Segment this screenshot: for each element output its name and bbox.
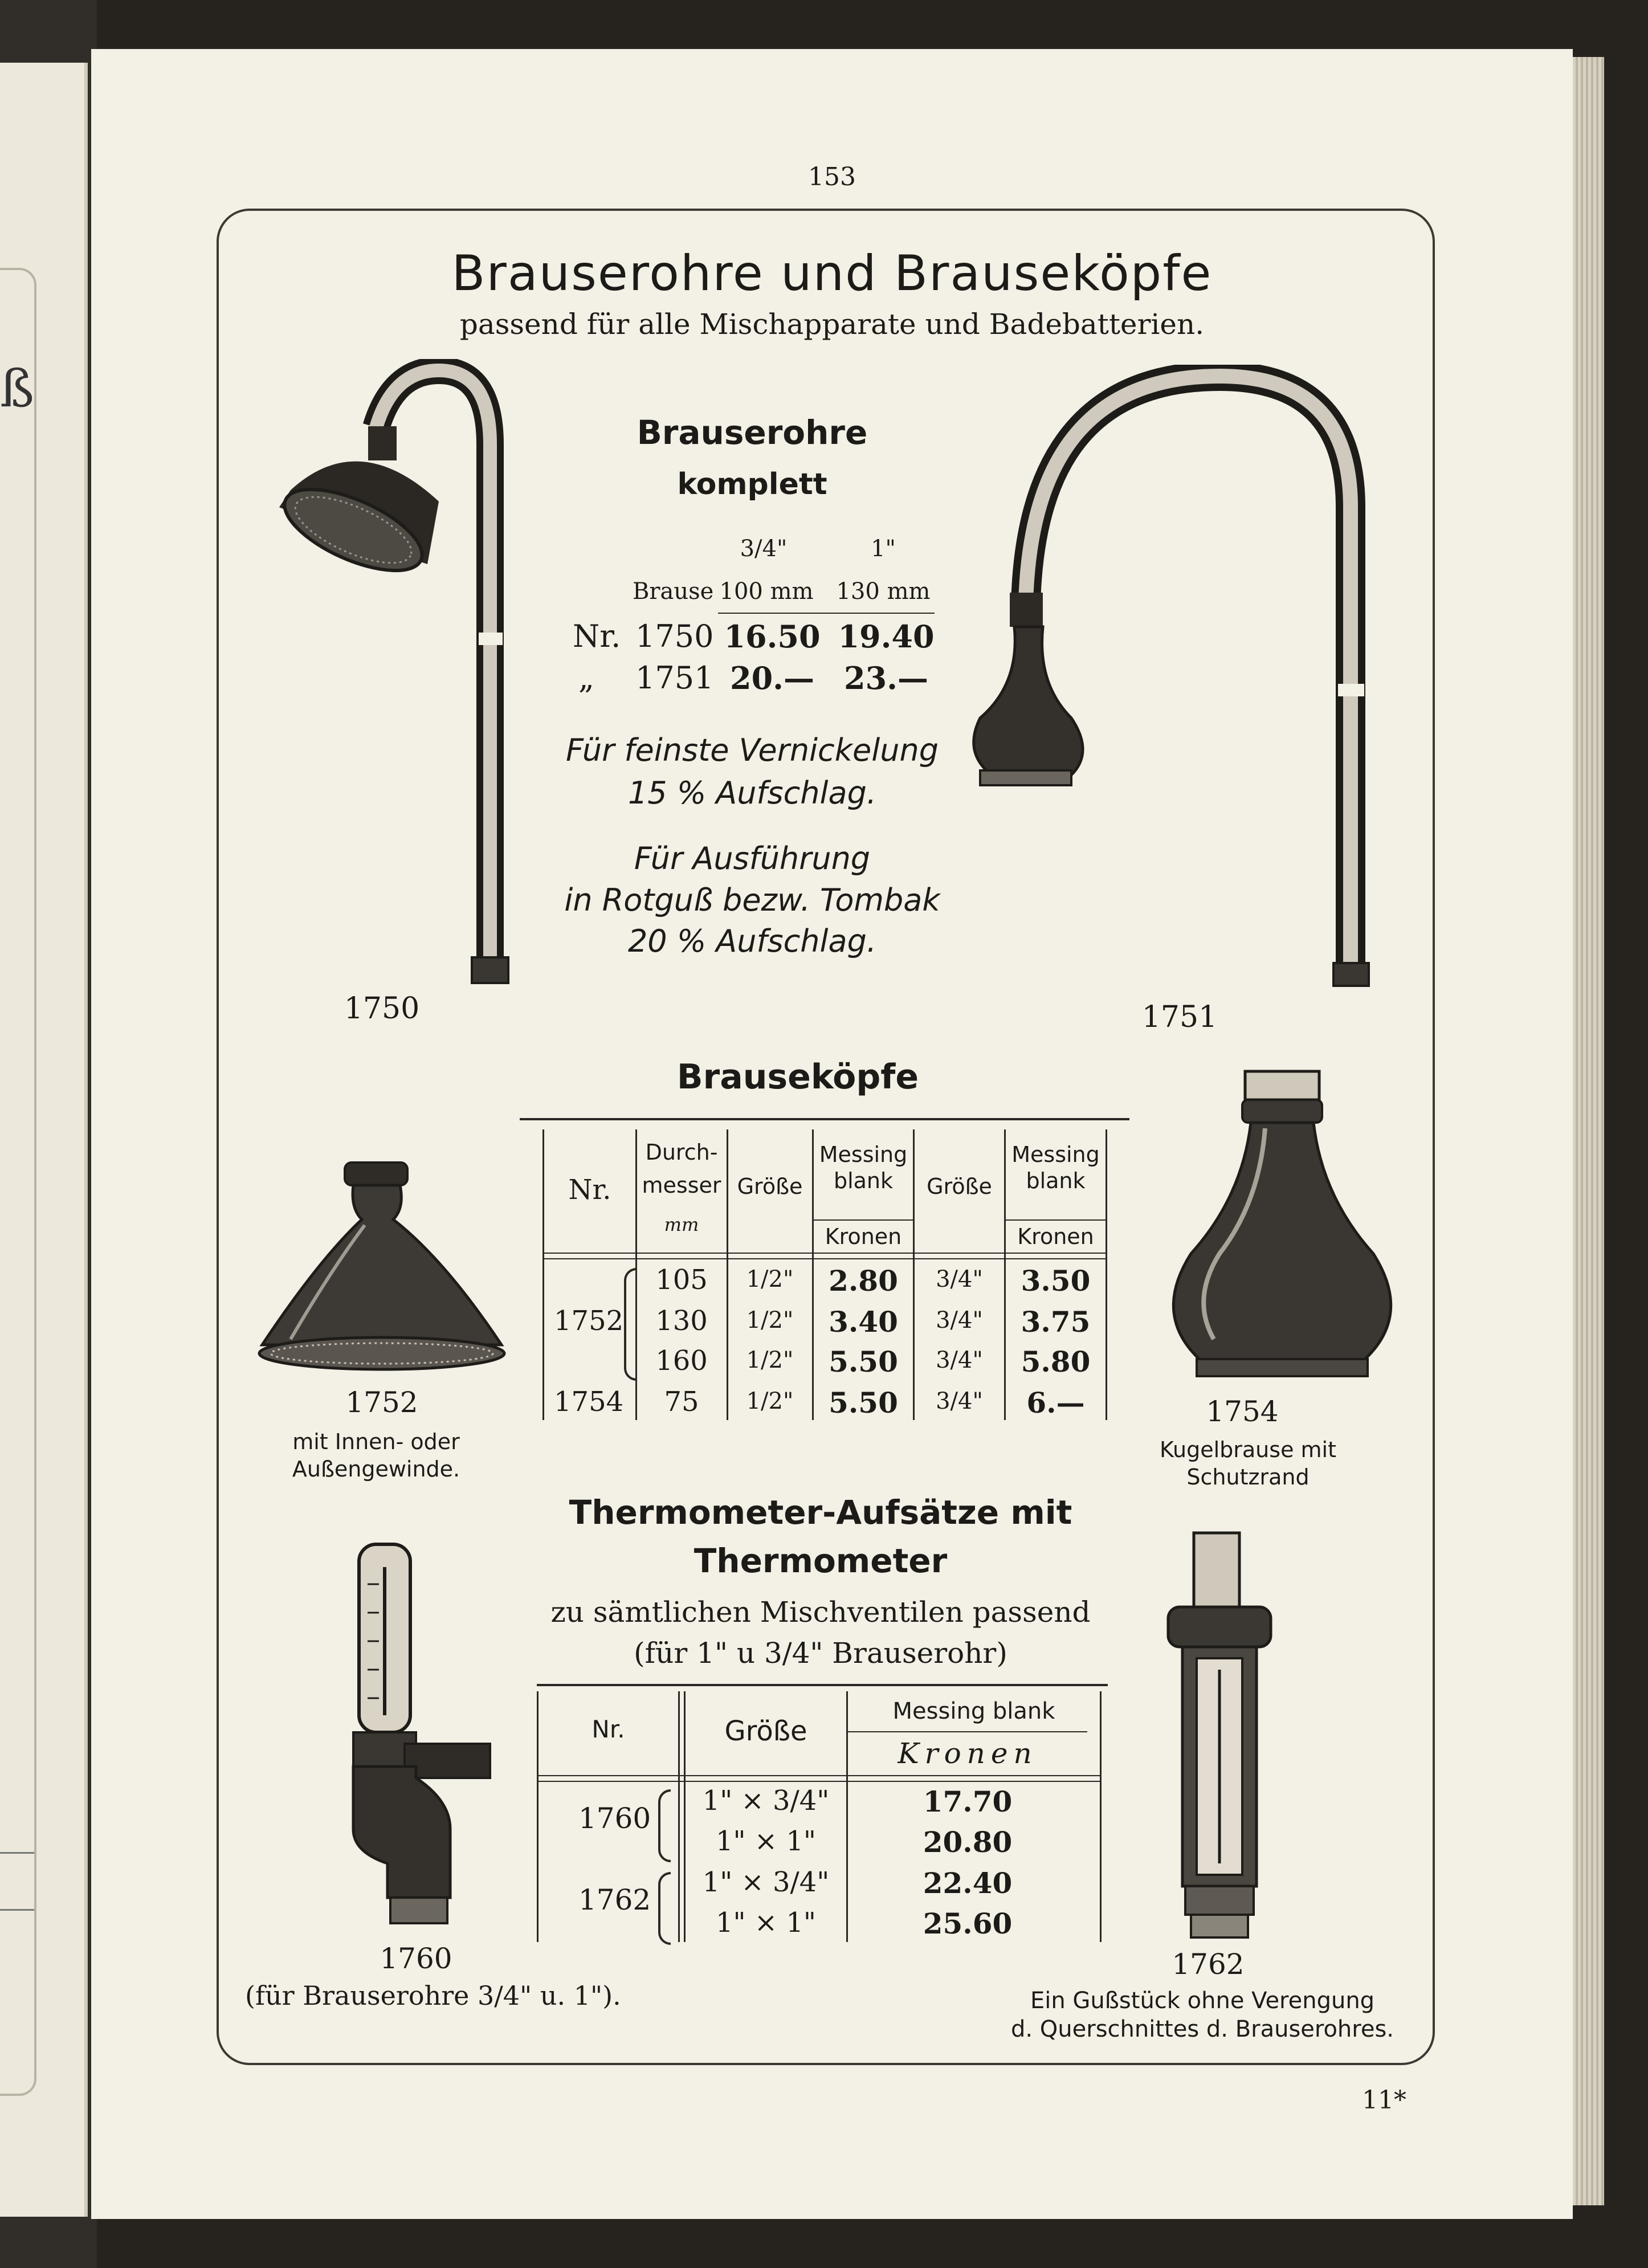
bk-kronen-rule <box>1006 1219 1106 1221</box>
bk-header-kronen-2: Kronen <box>1017 1224 1094 1249</box>
figure-label-1754: 1754 <box>1206 1395 1279 1428</box>
ditto-mark: „ <box>578 660 594 696</box>
bk-row-size-2: 3/4" <box>936 1347 983 1373</box>
bk-row-diameter: 75 <box>664 1386 699 1418</box>
previous-page-edge <box>0 63 88 2217</box>
th-header-groesse: Größe <box>724 1715 807 1747</box>
bk-row-price-2: 3.75 <box>1021 1305 1091 1339</box>
bk-row-size-1: 1/2" <box>746 1266 794 1292</box>
bk-row-nr: 1754 <box>554 1386 624 1418</box>
figure-label-1752: 1752 <box>345 1386 418 1419</box>
page-stack-edge <box>1573 57 1604 2205</box>
bk-header-messing-2: Messing <box>1011 1142 1100 1167</box>
size-header-3-4: 3/4" <box>740 536 788 562</box>
brauserohre-title: Brauserohre <box>637 413 868 452</box>
th-header-rule <box>537 1781 1100 1782</box>
bk-row-size-2: 3/4" <box>936 1307 983 1333</box>
price-1750-3-4: 16.50 <box>724 618 821 655</box>
row-nr-1750: 1750 <box>635 618 714 654</box>
th-group-brace-1762 <box>658 1872 671 1945</box>
note-rotguss-line3: 20 % Aufschlag. <box>627 923 877 959</box>
note-vernickelung-line2: 15 % Aufschlag. <box>627 775 877 811</box>
nr-label: Nr. <box>573 618 621 654</box>
th-row-price: 17.70 <box>923 1785 1013 1818</box>
thermometer-title-line1: Thermometer-Aufsätze mit <box>569 1493 1072 1532</box>
bk-row-diameter: 105 <box>655 1264 708 1296</box>
page-number: 153 <box>808 162 856 191</box>
th-header-messing-blank: Messing blank <box>892 1698 1055 1724</box>
bk-row-size-2: 3/4" <box>936 1266 983 1292</box>
caption-1752-line2: Außengewinde. <box>292 1457 460 1482</box>
th-row-price: 20.80 <box>923 1825 1013 1859</box>
bk-row-price-1: 5.50 <box>829 1345 898 1378</box>
th-group-brace-1760 <box>658 1789 671 1862</box>
thermometer-title-line2: Thermometer <box>694 1541 948 1580</box>
th-row-price: 25.60 <box>923 1907 1013 1940</box>
brauserohre-subtitle: komplett <box>677 467 827 501</box>
bk-header-kronen-1: Kronen <box>825 1224 902 1249</box>
thermometer-1762-illustration <box>1151 1527 1288 1943</box>
bk-header-mm: mm <box>664 1214 699 1235</box>
bk-row-diameter: 130 <box>655 1305 708 1337</box>
row-nr-1751: 1751 <box>635 660 714 696</box>
bk-header-nr: Nr. <box>568 1174 611 1206</box>
note-rotguss-line1: Für Ausführung <box>634 841 871 876</box>
shower-pipe-1750-illustration <box>268 359 524 992</box>
bk-group-brace-1752 <box>624 1268 637 1381</box>
bk-row-price-1: 5.50 <box>829 1386 898 1419</box>
page-title: Brauserohre und Brauseköpfe <box>451 245 1213 302</box>
bk-header-rule <box>542 1258 1107 1259</box>
shower-head-1752-illustration <box>251 1157 513 1373</box>
bk-row-price-2: 6.— <box>1026 1386 1085 1419</box>
brause-label: Brause <box>633 578 714 605</box>
price-1751-1: 23.— <box>844 660 928 696</box>
note-vernickelung-line1: Für feinste Vernickelung <box>566 732 939 768</box>
figure-label-1751: 1751 <box>1141 1000 1218 1034</box>
size-header-1: 1" <box>871 536 896 562</box>
th-col-line <box>1100 1691 1102 1942</box>
brausekoepfe-title: Brauseköpfe <box>676 1057 919 1097</box>
mm-header-130: 130 mm <box>836 578 931 605</box>
bk-header-messing-1: Messing <box>819 1142 908 1167</box>
caption-1754-line2: Schutzrand <box>1186 1465 1310 1490</box>
figure-label-1750: 1750 <box>344 992 420 1026</box>
caption-1762-line2: d. Querschnittes d. Brauserohres. <box>1010 2016 1394 2042</box>
caption-1754-line1: Kugelbrause mit <box>1159 1437 1336 1462</box>
caption-1762-line1: Ein Gußstück ohne Verengung <box>1030 1988 1375 2014</box>
signature-mark: 11* <box>1362 2086 1406 2115</box>
brausekoepfe-top-rule <box>520 1118 1129 1120</box>
th-row-size: 1" × 3/4" <box>702 1785 830 1817</box>
bk-row-price-2: 5.80 <box>1021 1345 1091 1378</box>
thermometer-1760-illustration <box>336 1533 496 1943</box>
bk-header-blank-2: blank <box>1026 1168 1086 1193</box>
th-group-nr-1762: 1762 <box>578 1883 651 1916</box>
thermometer-top-rule <box>537 1684 1108 1686</box>
figure-label-1760: 1760 <box>380 1942 452 1975</box>
mm-header-100: 100 mm <box>719 578 814 605</box>
previous-page-glyph: ß <box>0 359 35 419</box>
bk-row-price-1: 3.40 <box>829 1305 898 1339</box>
bk-header-groesse-1: Größe <box>737 1174 803 1199</box>
th-header-nr: Nr. <box>592 1715 625 1743</box>
bk-row-nr: 1752 <box>554 1305 624 1337</box>
bk-row-price-2: 3.50 <box>1021 1264 1091 1298</box>
previous-page-frame <box>0 268 36 2096</box>
bk-col-line <box>542 1129 544 1420</box>
th-header-rule <box>537 1775 1100 1776</box>
bk-row-size-1: 1/2" <box>746 1388 794 1414</box>
shower-pipe-1751-illustration <box>957 365 1385 997</box>
th-group-nr-1760: 1760 <box>578 1802 651 1835</box>
bk-row-diameter: 160 <box>655 1345 708 1377</box>
bk-header-blank-1: blank <box>833 1168 894 1193</box>
th-row-size: 1" × 3/4" <box>702 1866 830 1898</box>
th-col-line <box>678 1691 680 1942</box>
bk-header-durch: Durch- <box>645 1140 718 1165</box>
brauserohre-header-rule <box>718 613 935 614</box>
bk-col-line <box>1106 1129 1107 1420</box>
bk-row-size-1: 1/2" <box>746 1347 794 1373</box>
bk-header-groesse-2: Größe <box>927 1174 992 1199</box>
bk-header-messer: messer <box>642 1173 721 1198</box>
th-row-size: 1" × 1" <box>716 1825 816 1857</box>
previous-page-rule <box>0 1852 34 1854</box>
figure-label-1762: 1762 <box>1172 1948 1245 1981</box>
price-1750-1: 19.40 <box>838 618 935 655</box>
page-subtitle: passend für alle Mischapparate und Badebatterien. <box>459 308 1205 341</box>
bk-row-size-1: 1/2" <box>746 1307 794 1333</box>
shower-head-1754-illustration <box>1157 1066 1408 1385</box>
th-row-size: 1" × 1" <box>716 1907 816 1939</box>
caption-1752-line1: mit Innen- oder <box>292 1429 460 1454</box>
bk-header-rule <box>542 1253 1107 1254</box>
th-kronen-rule <box>848 1731 1087 1732</box>
caption-1760: (für Brauserohre 3/4" u. 1"). <box>245 1980 621 2011</box>
bk-row-size-2: 3/4" <box>936 1388 983 1414</box>
previous-page-rule <box>0 1909 34 1911</box>
bk-row-price-1: 2.80 <box>829 1264 898 1298</box>
thermometer-subtitle-line1: zu sämtlichen Mischventilen passend <box>550 1596 1091 1629</box>
note-rotguss-line2: in Rotguß bezw. Tombak <box>564 882 940 918</box>
bk-kronen-rule <box>814 1219 913 1221</box>
price-1751-3-4: 20.— <box>730 660 814 696</box>
th-header-kronen: Kronen <box>898 1737 1038 1770</box>
th-row-price: 22.40 <box>923 1866 1013 1900</box>
thermometer-subtitle-line2: (für 1" u 3/4" Brauserohr) <box>634 1637 1007 1670</box>
